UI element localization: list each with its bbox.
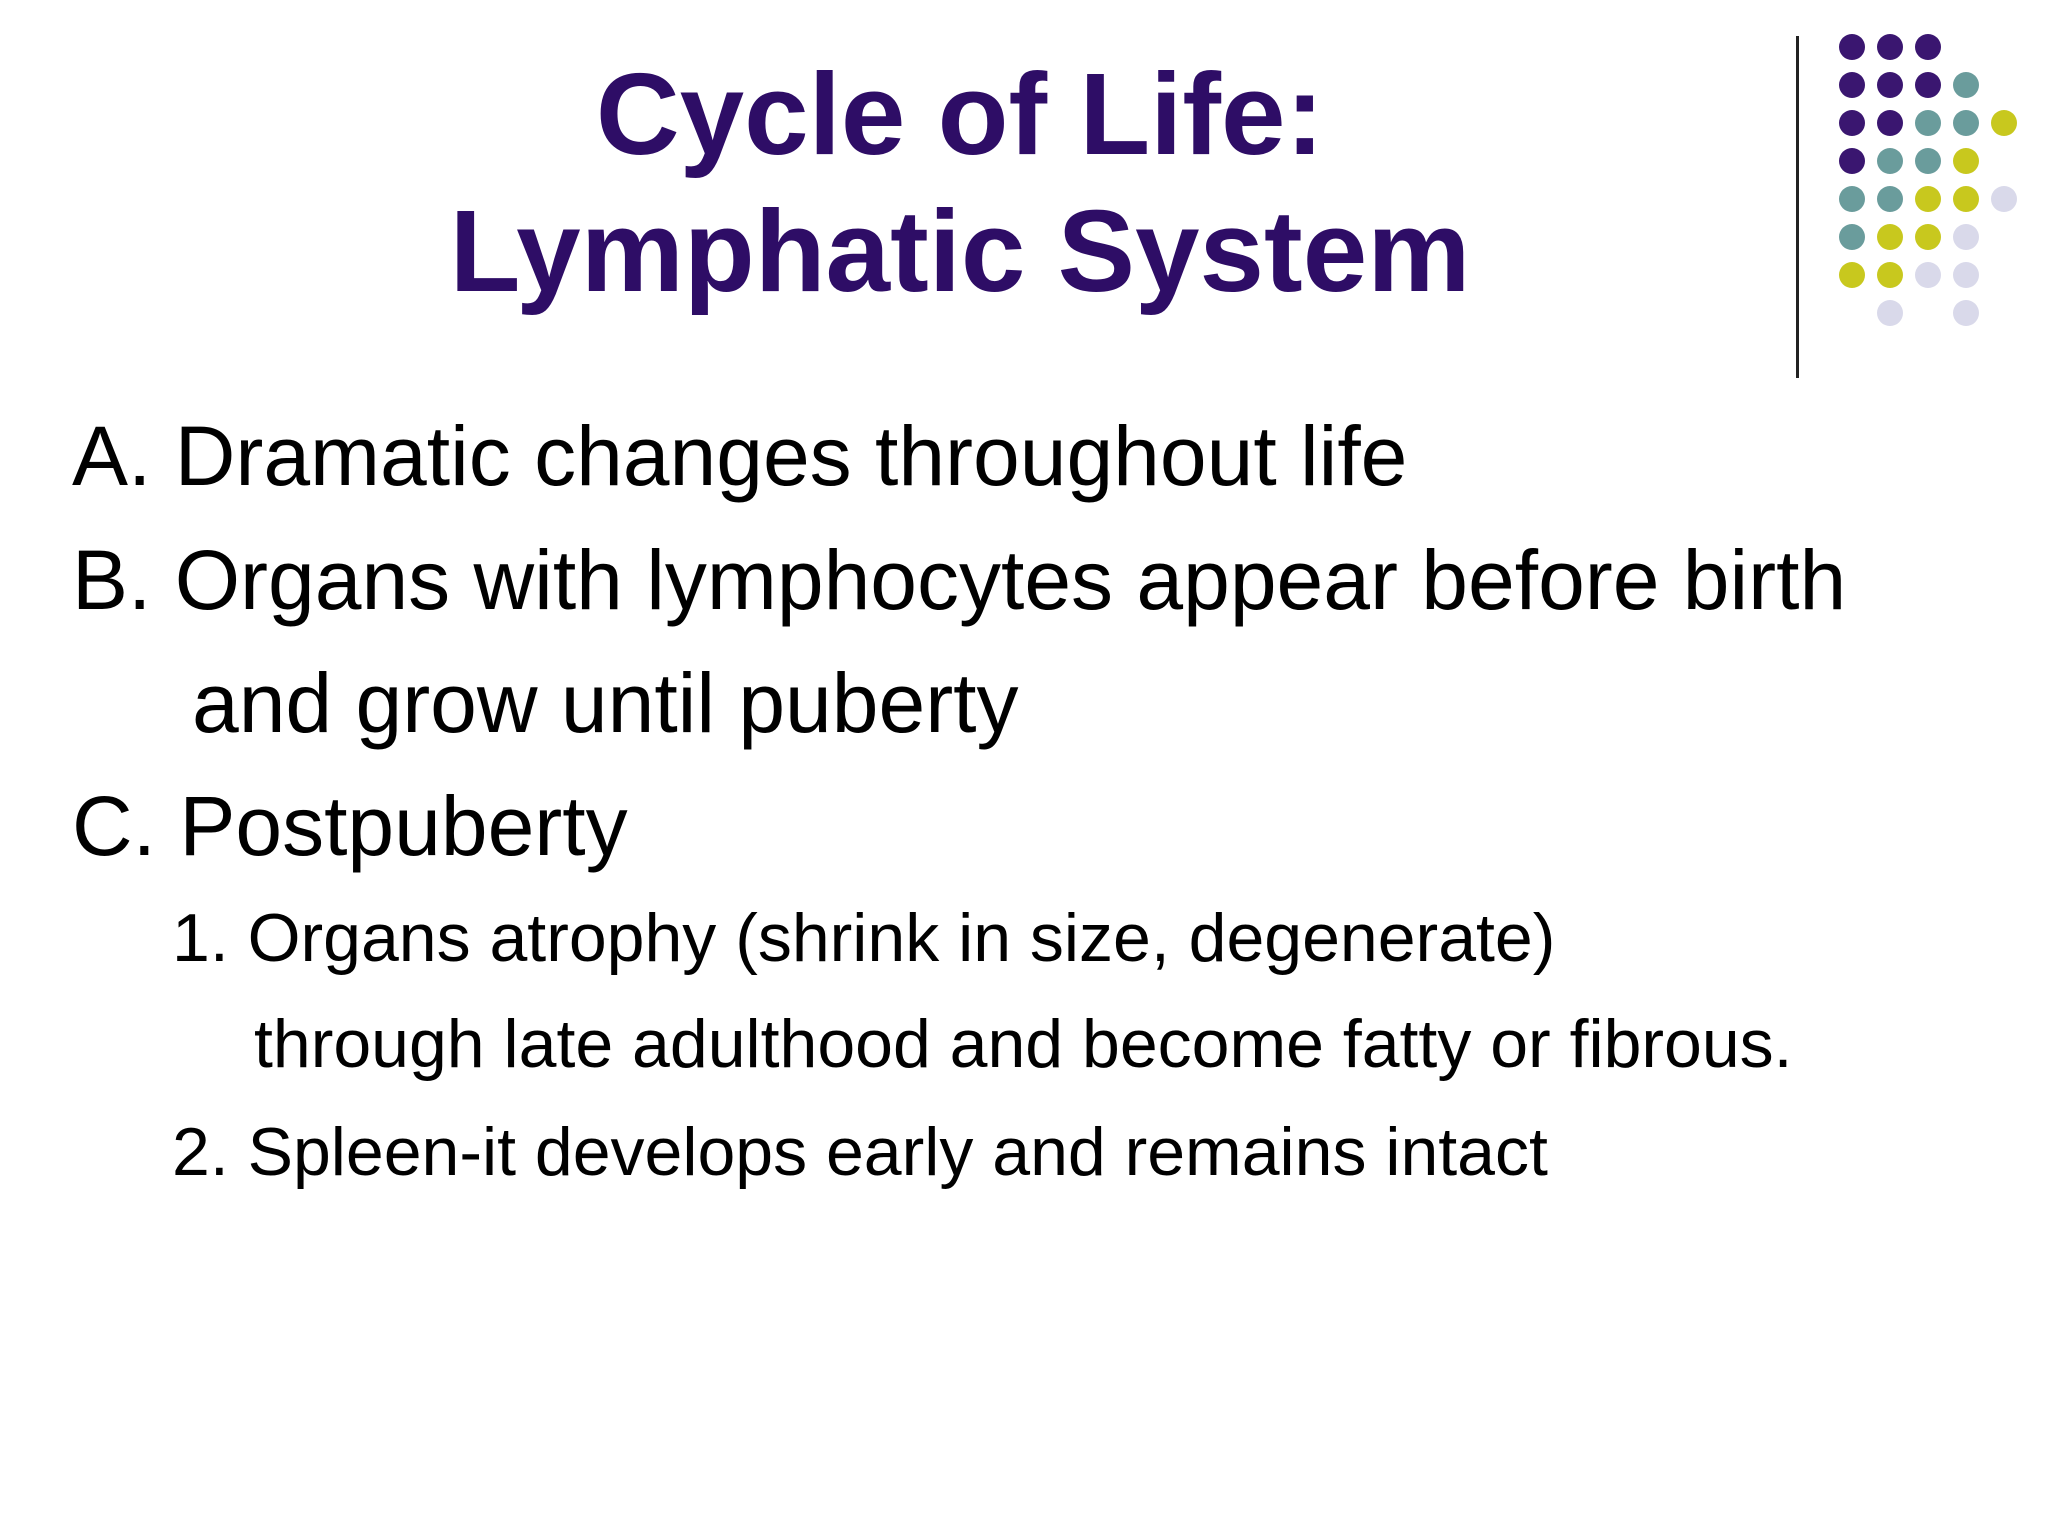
yellow-dots	[1839, 110, 2017, 288]
decorative-dot-grid-icon	[1820, 20, 2040, 340]
outline-item-b-continuation: and grow until puberty	[192, 656, 1019, 750]
outline-item-b: B. Organs with lymphocytes appear before birth	[72, 533, 1847, 627]
outline-item-a: A. Dramatic changes throughout life	[72, 409, 1408, 503]
slide-title-line-1: Cycle of Life:	[595, 49, 1325, 179]
outline-item-c: C. Postpuberty	[72, 779, 628, 873]
outline-subitem-c2: 2. Spleen-it develops early and remains intact	[172, 1114, 1548, 1190]
outline-subitem-c1: 1. Organs atrophy (shrink in size, degenerate)	[172, 900, 1556, 976]
outline-subitem-c1-continuation: through late adulthood and become fatty or fibrous.	[254, 1006, 1793, 1082]
title-divider-line	[1796, 36, 1799, 378]
slide-title-line-2: Lymphatic System	[449, 186, 1471, 316]
